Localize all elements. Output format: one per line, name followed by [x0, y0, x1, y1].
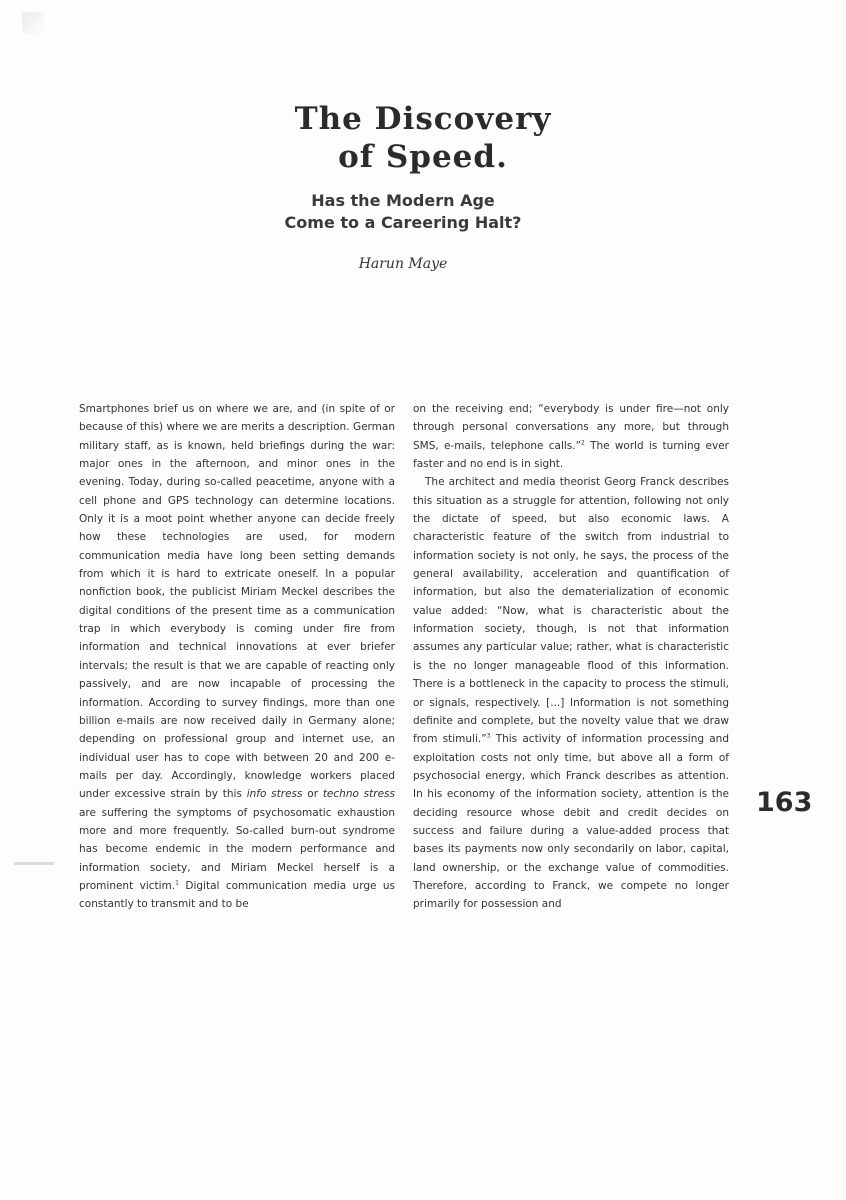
- text-run: Smartphones brief us on where we are, and (in spite of or because of this) where we are merits a description. German military staff, as is known, held briefings during the war: major ones in the afternoon, and minor ones in the evening. Today, during so-called peacetime, anyone with a cell phone and GPS technology can determine locations. Only it is a moot point whether anyone can decide freely how these technologies are used, for modern communication media have long been setting demands from which it is hard to extricate oneself. In a popular nonfiction book, the publicist Miriam Meckel describes the digital conditions of the present time as a communication trap in which everybody is coming under fire from information and technical innovations at ever briefer intervals; the result is that we are capable of reacting only passively, and are now incapable of processing the information. According to survey findings, more than one billion e-mails are now received daily in Germany alone; depending on professional group and internet use, an individual user has to cope with between 20 and 200 e-mails per day. Accordingly, knowledge workers placed under excessive strain by this: [79, 403, 395, 801]
- page-number: 163: [756, 787, 813, 818]
- article-subtitle: [0, 190, 806, 234]
- scan-artifact: [14, 862, 54, 865]
- emphasis: info stress: [246, 788, 303, 801]
- text-run: or: [302, 788, 323, 801]
- text-column-left: [79, 400, 395, 914]
- title-line: of Speed.: [338, 139, 508, 175]
- paragraph: [413, 400, 729, 473]
- subtitle-line: Has the Modern Age: [311, 191, 495, 210]
- text-run: The architect and media theorist Georg Franck describes this situation as a struggle for attention, following not only the dictate of speed, but also economic laws. A characteristic feature of the switch from industrial to information society is not only, he says, the process of the general availability, acceleration and quantification of information, but also the dematerialization of economic value added: “Now, what is characteristic about the information society, though, is not that information assumes any particular value; rather, what is characteristic is the no longer manageable flood of this information. There is a bottleneck in the capacity to process the stimuli, or signals, respectively. [...] Information is not something definite and complete, but the novelty value that we draw from stimuli.”: [413, 476, 729, 746]
- paragraph: [79, 400, 395, 914]
- article-title: [0, 100, 846, 176]
- text-run: This activity of information processing and exploitation costs not only time, but above all a form of psychosocial energy, which Franck describes as attention. In his economy of the information society, attention is the deciding resource whose debit and credit decides on success and failure during a value-added process that bases its payments now only secondarily on labor, capital, land ownership, or the exchange value of commodities. Therefore, according to Franck, we compete no longer primarily for possession and: [413, 733, 729, 911]
- text-column-right: [413, 400, 729, 914]
- footnote-marker: 3: [486, 732, 491, 740]
- scan-artifact: [22, 12, 44, 34]
- footnote-marker: 1: [175, 879, 179, 887]
- text-run: on the receiving end; “everybody is under fire—not only through personal conversations any more, but through SMS, e-mails, telephone calls.”: [413, 403, 729, 452]
- subtitle-line: Come to a Careering Halt?: [284, 213, 522, 232]
- text-run: Digital communication media urge us constantly to transmit and to be: [79, 879, 395, 911]
- text-run: are suffering the symptoms of psychosomatic exhaustion more and more frequently. So-called burn-out syndrome has become endemic in the modern performance and information society, and Miriam Meckel herself is a prominent victim.: [79, 806, 395, 892]
- title-line: The Discovery: [294, 101, 552, 137]
- paragraph: [413, 473, 729, 913]
- emphasis: techno stress: [322, 788, 395, 801]
- author-name: Harun Maye: [358, 256, 448, 272]
- footnote-marker: 2: [581, 439, 585, 447]
- text-run: The world is turning ever faster and no end is in sight.: [413, 439, 729, 471]
